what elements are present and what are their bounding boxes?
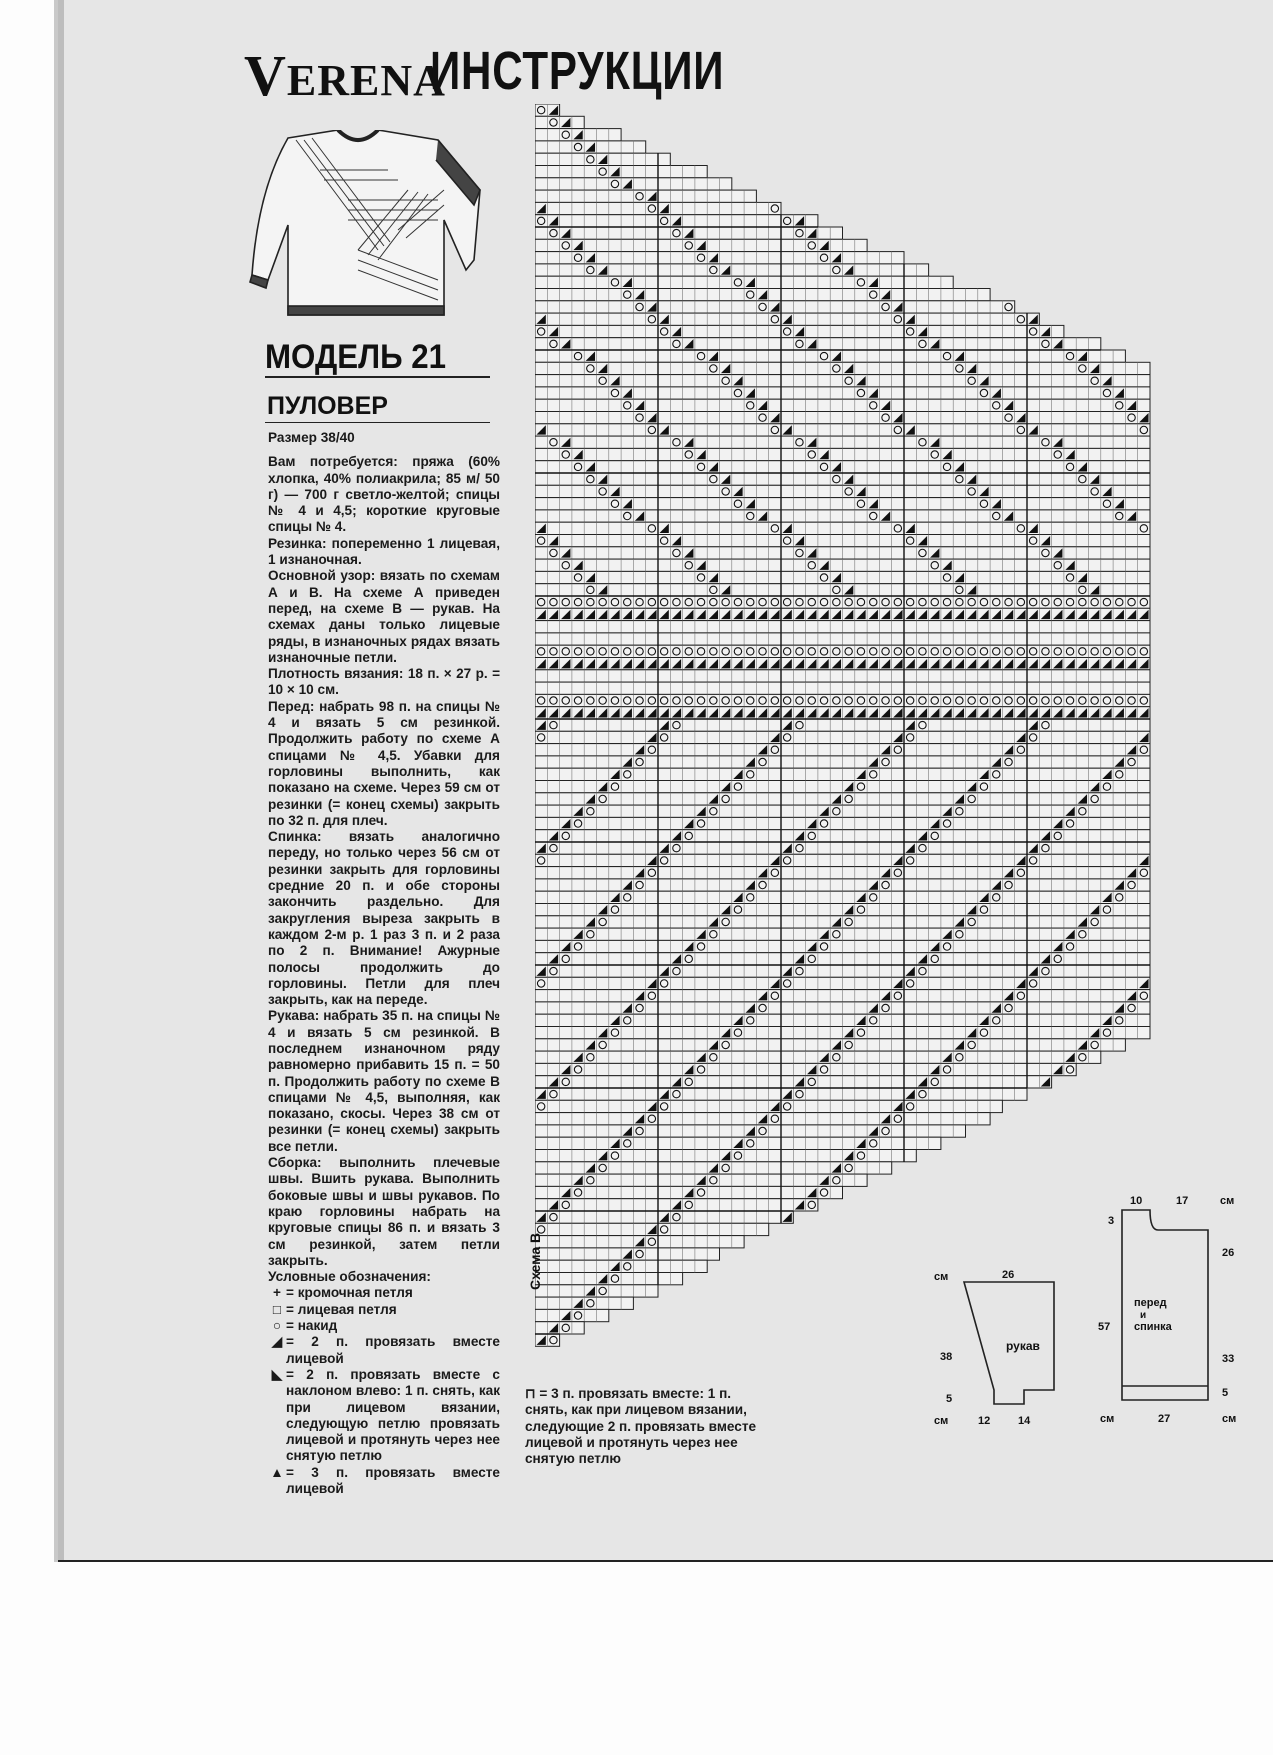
materials-text: пряжа (60% хлопка, 40% полиакрила; 85 м/ 50 г) — 700 г светло-желтой; спицы № 4 и 4,5; короткие круговые спицы № 4. — [268, 454, 500, 535]
footnote-text: = 3 п. провязать вместе: 1 п. снять, как при лицевом вязании, следующие 2 п. провязать вместе лицевой и протянуть через нее снятую петлю — [525, 1386, 757, 1467]
body-upper: 26 — [1222, 1247, 1235, 1259]
sleeve-top: 26 — [1002, 1269, 1015, 1281]
legend-label: Условные обозначения: — [268, 1269, 431, 1285]
legend-symbol: □ — [272, 1301, 282, 1317]
rib-text: попеременно 1 лицевая, 1 изнаночная. — [268, 535, 501, 568]
body-top-right: 17 — [1176, 1195, 1189, 1207]
measurement-schemes — [930, 1190, 1250, 1470]
legend-item: ◢ = 2 п. провязать вместе лицевой — [268, 1334, 500, 1367]
body-name-1: перед — [1134, 1297, 1167, 1309]
body-height: 57 — [1098, 1321, 1111, 1333]
body-name-3: спинка — [1134, 1321, 1172, 1333]
body-top-left: 10 — [1130, 1195, 1143, 1207]
back-label: Спинка: — [268, 829, 322, 845]
legend-symbol: ▲ — [270, 1464, 284, 1480]
legend-symbol: ◣ — [271, 1366, 283, 1382]
sleeve-unit: см — [934, 1271, 949, 1283]
sleeve-length: 38 — [940, 1351, 953, 1363]
sleeve-bottom-left: 12 — [978, 1415, 991, 1427]
body-unit-bottom: см — [1100, 1413, 1115, 1425]
sleeve-cuff: 5 — [946, 1393, 953, 1405]
legend-item: + = кромочная петля — [268, 1285, 500, 1301]
body-width: 27 — [1158, 1413, 1171, 1425]
knitting-chart — [535, 104, 1235, 1360]
chart-grid — [535, 104, 1150, 1346]
legend-symbol: ◢ — [271, 1334, 283, 1350]
brand-logo: VERENA — [244, 43, 446, 108]
legend-item: ◣ = 2 п. провязать вместе с наклоном влево: 1 п. снять, как при лицевом вязании, следующую петлю провязать лицевой и протянуть через нее снятую петлю — [268, 1367, 500, 1465]
garment-type: ПУЛОВЕР — [267, 392, 388, 420]
sleeve-label: Рукава: — [268, 1008, 320, 1024]
legend-symbol: ○ — [272, 1318, 282, 1334]
model-title: МОДЕЛЬ 21 — [265, 338, 447, 376]
body-unit-top: см — [1220, 1195, 1235, 1207]
sleeve-bottom-right: 14 — [1018, 1415, 1031, 1427]
gauge-label: Плотность вязания: — [268, 666, 404, 682]
legend-symbol: + — [273, 1285, 281, 1301]
legend-item: ○ = накид — [268, 1318, 500, 1334]
front-text: набрать 98 п. на спицы № 4 и вязать 5 см резинкой. Продолжить работу по схеме А спицами № 4,5. Убавки для горловины выполнить, как показано на схеме. Через 59 см от резинки (= конец схемы) закрыть по 32 п. для плеч. — [268, 698, 500, 828]
sleeve-unit-bottom: см — [934, 1415, 949, 1427]
assembly-text: выполнить плечевые швы. Вшить рукава. Выполнить боковые швы и швы рукавов. По краю горловины набрать на круговые спицы 86 п. и вязать 3 см резинкой, затем петли закрыть. — [268, 1155, 500, 1268]
page-binding-edge — [58, 0, 64, 1560]
sleeve-name: рукав — [1006, 1339, 1040, 1353]
divider — [265, 422, 490, 423]
chart-label: Схема В — [527, 1232, 543, 1290]
materials-label: Вам потребуется: — [268, 454, 398, 470]
body-rib: 5 — [1222, 1387, 1229, 1399]
back-text: вязать аналогично переду, но только через 56 см от резинки закрыть для горловины средние 20 п. и обе стороны закончить раздельно. Для закругления выреза закрыть в каждом 2-м р. 1 раз 3 п. и 2 раза по 2 п. Внимание! Ажурные полосы продолжить до горловины. Петли для плеч закрыть, как на переде. — [268, 829, 500, 1008]
page-title: ИНСТРУКЦИИ — [430, 41, 725, 101]
legend-item: □ = лицевая петля — [268, 1302, 500, 1318]
pattern-text: вязать по схемам А и В. На схеме А приведен перед, на схеме В — рукав. На схемах даны только лицевые ряды, в изнаночных рядах вязать изнаночные петли. — [268, 568, 500, 665]
rib-label: Резинка: — [268, 535, 327, 551]
sweater-illustration — [248, 130, 488, 330]
gauge-text: 18 п. × 27 р. = 10 × 10 см. — [268, 666, 501, 698]
sleeve-text: набрать 35 п. на спицы № 4 и вязать 5 см резинкой. В последнем изнаночном ряду равномерно прибавить 15 п. = 50 п. Продолжить работу по схеме В спицами № 4,5, выполняя, как показано, скосы. Через 38 см от резинки (= конец схемы) закрыть все петли. — [268, 1008, 501, 1154]
body-lower: 33 — [1222, 1353, 1235, 1365]
body-neck: 3 — [1108, 1215, 1115, 1227]
size-label: Размер 38/40 — [268, 430, 355, 445]
footnote-symbol: ⊓ — [525, 1386, 536, 1401]
legend-item: ▲ = 3 п. провязать вместе лицевой — [268, 1465, 500, 1498]
assembly-label: Сборка: — [268, 1155, 322, 1171]
body-name-2: и — [1140, 1310, 1147, 1321]
body-unit-right: см — [1222, 1413, 1237, 1425]
divider — [265, 376, 490, 378]
instructions-text — [268, 430, 500, 1497]
footnote — [525, 1386, 757, 1467]
pattern-label: Основной узор: — [268, 568, 376, 584]
front-label: Перед: — [268, 698, 315, 714]
